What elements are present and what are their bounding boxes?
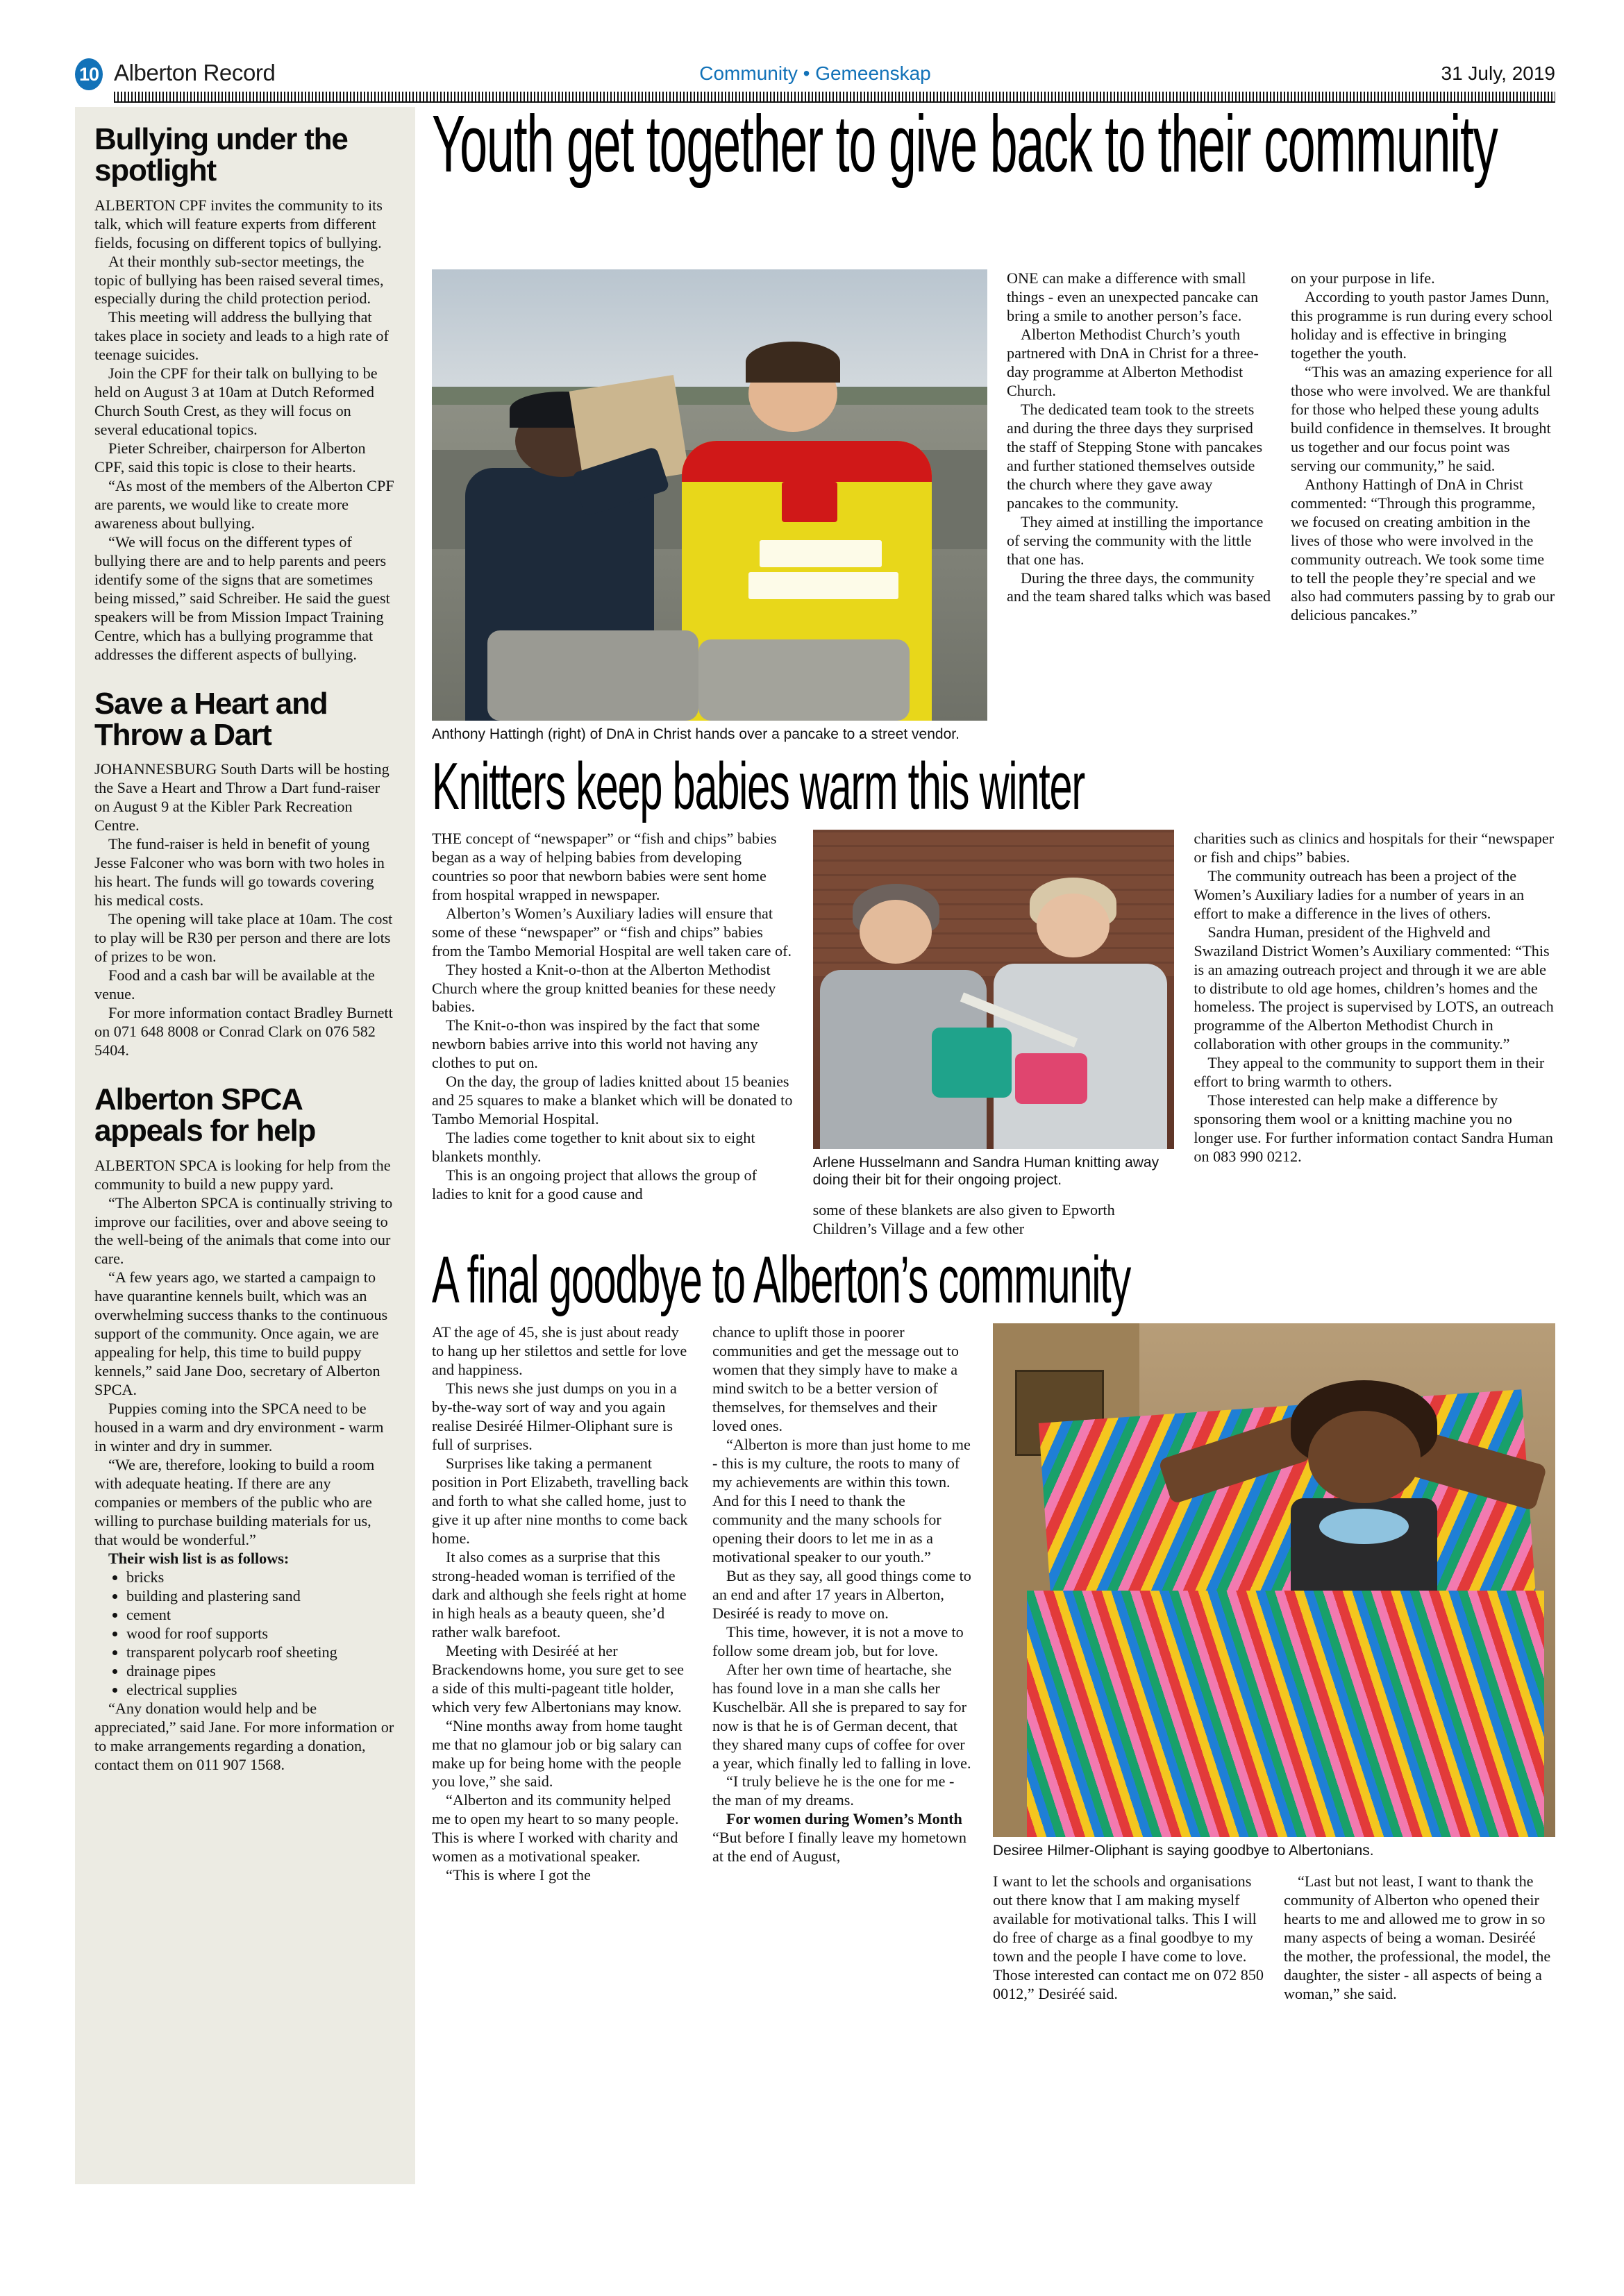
paragraph: on your purpose in life.	[1291, 269, 1435, 287]
list-item: • building and plastering sand	[126, 1587, 396, 1606]
story-1-photo	[432, 269, 987, 721]
paragraph: “I truly believe he is the one for me - the man of my dreams.	[712, 1773, 955, 1809]
paragraph: On the day, the group of ladies knitted about 15 beanies and 25 squares to make a blanket which will be donated to Tambo Memorial Hospital.	[432, 1073, 793, 1128]
wishlist-label: Their wish list is as follows:	[108, 1549, 290, 1567]
story-2-headline: Knitters keep babies warm this winter	[432, 755, 1085, 823]
paragraph: Pieter Schreiber, chairperson for Alberton CPF, said this topic is close to their hearts.	[94, 439, 366, 476]
masthead-hatch-rule	[114, 92, 1555, 101]
story-1-photo-caption: Anthony Hattingh (right) of DnA in Christ hands over a pancake to a street vendor.	[432, 726, 960, 742]
paragraph: ONE can make a difference with small things - even an unexpected pancake can bring a smile to another person’s face.	[1007, 269, 1259, 324]
story-3-headline: A final goodbye to Alberton’s community	[432, 1250, 1130, 1317]
story-2-column-middle	[813, 830, 1175, 1239]
story-3-photo	[993, 1323, 1555, 1837]
paragraph: They appeal to the community to support them in their effort to bring warmth to others.	[1194, 1054, 1545, 1091]
story-1-headline: Youth get together to give back to their community	[432, 107, 1498, 189]
paragraph: charities such as clinics and hospitals for their “newspaper or fish and chips” babies.	[1194, 829, 1555, 866]
paragraph: ALBERTON CPF invites the community to its talk, which will feature experts from different fields, focusing on different topics of bullying.	[94, 196, 383, 251]
paragraph: The dedicated team took to the streets and during the three days they surprised the staff of Stepping Stone with pancakes and further stationed themselves outside the church where they gave away pancakes to the community.	[1007, 400, 1263, 512]
issue-date: 31 July, 2019	[1441, 62, 1555, 84]
paragraph: But as they say, all good things come to an end and after 17 years in Alberton, Desiréé is ready to move on.	[712, 1566, 971, 1622]
paragraph: This is an ongoing project that allows the group of ladies to knit for a good cause and	[432, 1166, 757, 1203]
sidebar-article-2-body	[94, 760, 396, 1060]
story-3-column-middle	[712, 1323, 973, 2004]
paragraph: The Knit-o-thon was inspired by the fact that some newborn babies arrive into this world not having any clothes to put on.	[432, 1016, 760, 1072]
main-content	[432, 107, 1555, 2004]
story-2-photo	[813, 830, 1175, 1149]
story-2-photo-caption: Arlene Husselmann and Sandra Human knitting away doing their bit for their ongoing project.	[812, 1154, 1160, 1188]
story-3-column-right-b	[1284, 1872, 1555, 2004]
paragraph: some of these blankets are also given to Epworth Children’s Village and a few other	[812, 1201, 1115, 1238]
story-2-column-left	[432, 830, 794, 1239]
publication-title: Alberton Record	[114, 60, 276, 85]
paragraph: “We are, therefore, looking to build a room with adequate heating. If there are any companies or members of the public who are willing to purchase building materials for us, that would be wonderful.”	[94, 1456, 375, 1548]
paragraph: It also comes as a surprise that this strong-headed woman is terrified of the dark and although she feels right at home in high heals as a beauty queen, she’d rather walk barefoot.	[432, 1548, 687, 1641]
story-1-column-right	[1291, 269, 1555, 744]
paragraph: Those interested can help make a difference by sponsoring them wool or a knitting machine you no longer use. For further information contact Sandra Human on 083 990 0212.	[1194, 1091, 1553, 1166]
paragraph: They hosted a Knit-o-thon at the Alberton Methodist Church where the group knitted beanies for these needy babies.	[432, 960, 776, 1016]
story-3-column-left	[432, 1323, 693, 2004]
paragraph: I want to let the schools and organisations out there know that I am making myself available for motivational talks. This I will do free of charge as a final goodbye to my town and the people I have come to love. Those interested can contact me on 072 850 0012,” Desiréé said.	[993, 1872, 1264, 2002]
paragraph: “As most of the members of the Alberton CPF are parents, we would like to create more awareness about bullying.	[94, 477, 394, 533]
section-label: Community • Gemeenskap	[699, 62, 931, 84]
paragraph: This news she just dumps on you in a by-the-way sort of way and you again realise Desiréé Hilmer-Oliphant sure is full of surprises.	[432, 1380, 677, 1454]
paragraph: At their monthly sub-sector meetings, the topic of bullying has been raised several times, especially during the child protection period.	[94, 252, 384, 308]
paragraph: Food and a cash bar will be available at the venue.	[94, 966, 375, 1003]
paragraph: They aimed at instilling the importance of serving the community with the little that one has.	[1007, 512, 1264, 568]
sidebar-article-3-headline: Alberton SPCA appeals for help	[94, 1082, 316, 1148]
paragraph: “This was an amazing experience for all those who were involved. We are thankful for those who helped these young adults build confidence in themselves. It brought us together and our focus point was serving our community,” he said.	[1291, 362, 1553, 474]
story-3-column-right-a	[993, 1872, 1264, 2004]
list-item: • transparent polycarb roof sheeting	[126, 1643, 396, 1662]
paragraph: “Nine months away from home taught me that no glamour job or big salary can make up for being home with the people you love,” she said.	[432, 1716, 683, 1791]
paragraph: Meeting with Desiréé at her Brackendowns home, you sure get to see a side of this multi-pageant title holder, which very few Albertonians may know.	[432, 1641, 684, 1716]
paragraph: Puppies coming into the SPCA need to be housed in a warm and dry environment - warm in winter and dry in summer.	[94, 1400, 384, 1455]
list-item: • electrical supplies	[126, 1681, 396, 1700]
paragraph: For more information contact Bradley Burnett on 071 648 8008 or Conrad Clark on 076 582 5404.	[94, 1004, 393, 1059]
page-number-badge: 10	[75, 58, 103, 90]
paragraph: THE concept of “newspaper” or “fish and chips” babies began as a way of helping babies from developing countries so poor that newborn babies were sent home from hospital wrapped in newspaper.	[432, 829, 777, 903]
story-final-goodbye	[432, 1250, 1555, 2004]
sidebar-article-1-body	[94, 196, 396, 664]
paragraph: “But before I finally leave my hometown at the end of August,	[712, 1829, 966, 1866]
list-item: • cement	[126, 1606, 396, 1625]
paragraph: The community outreach has been a project of the Women’s Auxiliary ladies for a number of years in an effort to make a difference in the lives of others.	[1194, 866, 1525, 922]
paragraph: Sandra Human, president of the Highveld and Swaziland District Women’s Auxiliary commented: “This is an amazing outreach project and through it we are able to distribute to old age homes, children’s homes and the homeless. The project is supervised by LOTS, an outreach programme of the Alberton Methodist Church in collaboration with other groups in the community.”	[1194, 923, 1554, 1053]
paragraph: ALBERTON SPCA is looking for help from the community to build a new puppy yard.	[94, 1156, 391, 1193]
sidebar-article-3-body	[94, 1157, 396, 1775]
paragraph: After her own time of heartache, she has found love in a man she calls her Kuschelbär. All she is prepared to say for now is that he is of German decent, that they shared many cups of coffee for over a year, which finally led to falling in love.	[712, 1660, 971, 1772]
story-3-right-block	[993, 1323, 1555, 2004]
paragraph: “Last but not least, I want to thank the community of Alberton who opened their hearts to me and allowed me to grow in so many aspects of being a woman. Desiréé the mother, the professional, the model, the daughter, the sister - all aspects of being a woman,” she said.	[1284, 1872, 1551, 2002]
paragraph: AT the age of 45, she is just about ready to hang up her stilettos and settle for love and happiness.	[432, 1323, 687, 1379]
paragraph: chance to uplift those in poorer communities and get the message out to women that they simply have to make a mind switch to be a better version of themselves, for themselves and their loved ones.	[712, 1323, 959, 1435]
paragraph: Surprises like taking a permanent position in Port Elizabeth, travelling back and forth to what she called home, just to give it up after nine months to come back home.	[432, 1455, 689, 1547]
story-2-column-right	[1194, 830, 1555, 1239]
paragraph: During the three days, the community and the team shared talks which was based	[1007, 569, 1271, 605]
paragraph: The fund-raiser is held in benefit of young Jesse Falconer who was born with two holes in his heart. The funds will go towards covering his medical costs.	[94, 835, 385, 910]
paragraph: This time, however, it is not a move to follow some dream job, but for love.	[712, 1623, 964, 1659]
paragraph: Anthony Hattingh of DnA in Christ commented: “Through this programme, we focused on creating ambition in the lives of those who were involved in the community outreach. We took some time to tell the people they’re special and we also had commuters passing by to grab our delicious pancakes.”	[1291, 475, 1555, 624]
wishlist	[94, 1568, 396, 1700]
sidebar-article-1-headline: Bullying under the spotlight	[94, 122, 348, 188]
story-youth-give-back	[432, 107, 1555, 744]
story-3-subhead: For women during Women’s Month	[726, 1810, 962, 1828]
masthead	[75, 54, 1555, 97]
paragraph: “We will focus on the different types of bullying there are and to help parents and peers identify some of the signs that are sometimes being missed,” said Schreiber. He said the guest speakers will be from Mission Impact Training Centre, which has a bullying programme that addresses the different aspects of bullying.	[94, 533, 390, 663]
story-3-photo-caption: Desiree Hilmer-Oliphant is saying goodbye to Albertonians.	[993, 1843, 1374, 1859]
paragraph: “Any donation would help and be appreciated,” said Jane. For more information or to make arrangements regarding a donation, contact them on 011 907 1568.	[94, 1699, 394, 1773]
sidebar-article-2-headline: Save a Heart and Throw a Dart	[94, 686, 328, 753]
list-item: • wood for roof supports	[126, 1625, 396, 1643]
paragraph: “Alberton is more than just home to me - this is my culture, the roots to many of my achievements are within this town. And for this I need to thank the community and the many schools for opening their doors to let me in as a motivational speaker to our youth.”	[712, 1436, 971, 1566]
paragraph: “This is where I got the	[446, 1866, 591, 1884]
paragraph: JOHANNESBURG South Darts will be hosting the Save a Heart and Throw a Dart fund-raiser on August 9 at the Kibler Park Recreation Centre.	[94, 760, 390, 835]
sidebar-column	[75, 107, 415, 2184]
paragraph: “A few years ago, we started a campaign to have quarantine kennels built, which was an overwhelming success thanks to the continuous support of the community. Once again, we are appealing for help, this time to build puppy kennels,” said Jane Doo, secretary of Alberton SPCA.	[94, 1268, 388, 1399]
list-item: • drainage pipes	[126, 1662, 396, 1681]
paragraph: This meeting will address the bullying that takes place in society and leads to a high rate of teenage suicides.	[94, 308, 389, 364]
paragraph: Join the CPF for their talk on bullying to be held on August 3 at 10am at Dutch Reformed Church South Crest, as they will focus on several educational topics.	[94, 364, 378, 439]
paragraph: “The Alberton SPCA is continually striving to improve our facilities, over and above seeing to the well-being of the animals that come into our care.	[94, 1193, 393, 1268]
story-1-column-middle	[1007, 269, 1271, 744]
paragraph: The ladies come together to knit about six to eight blankets monthly.	[432, 1129, 755, 1166]
paragraph: The opening will take place at 10am. The cost to play will be R30 per person and there are lots of prizes to be won.	[94, 910, 393, 966]
paragraph: According to youth pastor James Dunn, this programme is run during every school holiday and is effective in bringing together the youth.	[1291, 287, 1553, 362]
paragraph: “Alberton and its community helped me to open my heart to so many people. This is where I worked with charity and women as a motivational speaker.	[432, 1791, 679, 1866]
paragraph: Alberton’s Women’s Auxiliary ladies will ensure that some of these “newspaper” or “fish and chips” babies from the Tambo Memorial Hospital are well taken care of.	[432, 904, 792, 960]
paragraph: Alberton Methodist Church’s youth partnered with DnA in Christ for a three-day programme at Alberton Methodist Church.	[1007, 325, 1259, 399]
masthead-rule	[114, 101, 1555, 103]
story-knitters	[432, 756, 1555, 1239]
list-item: • bricks	[126, 1568, 396, 1587]
